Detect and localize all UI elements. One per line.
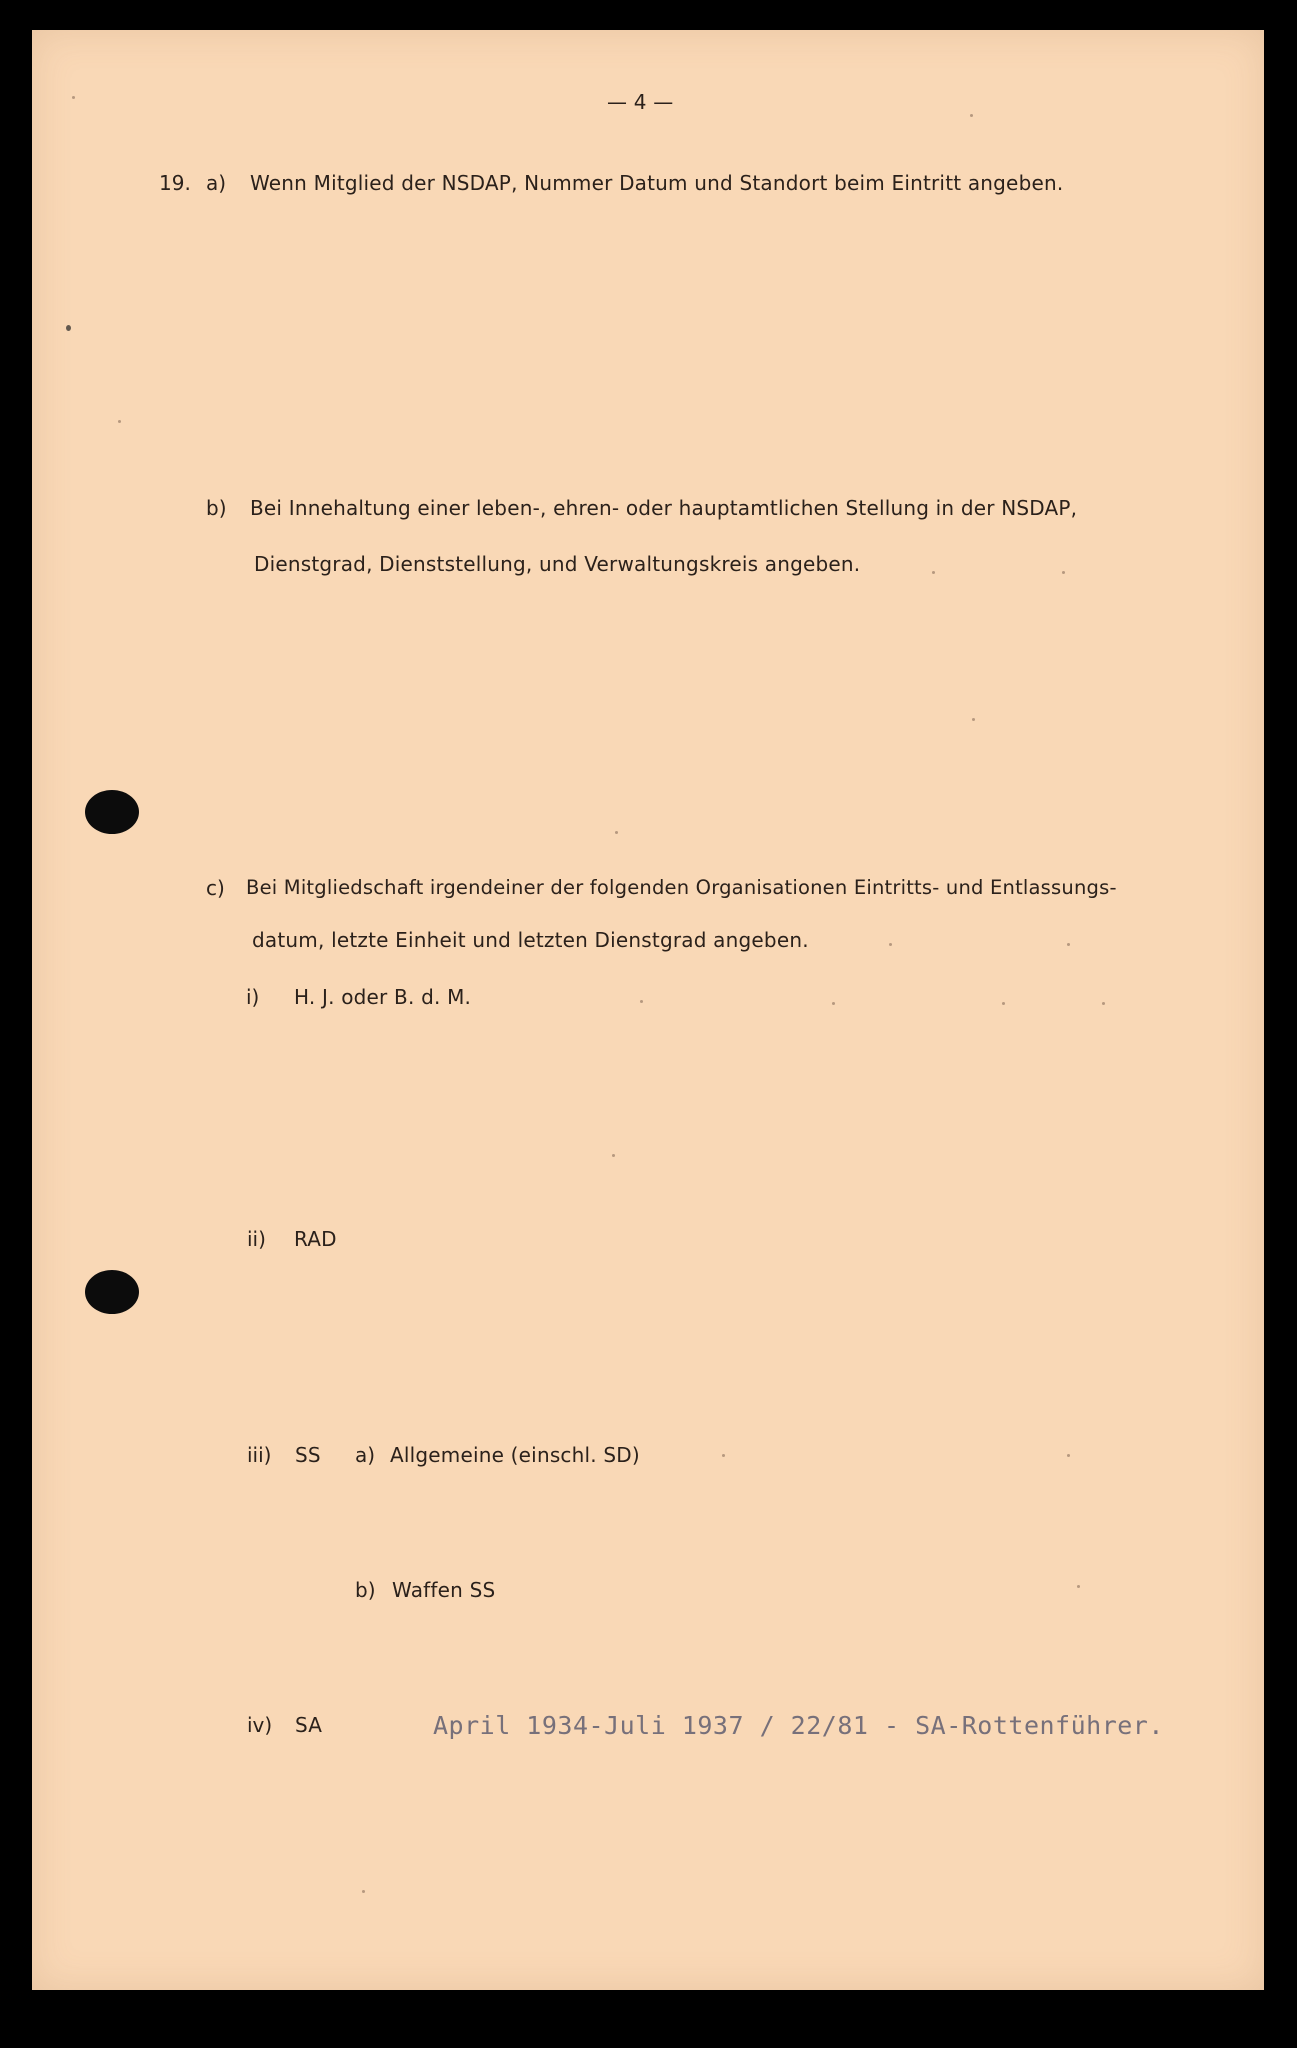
punch-hole-top — [85, 790, 139, 834]
paper-speck — [1102, 1002, 1105, 1005]
item-i-text: H. J. oder B. d. M. — [294, 985, 472, 1009]
paper-speck — [615, 831, 618, 834]
q19b-text-line2: Dienstgrad, Dienststellung, und Verwaltungskreis angeben. — [254, 552, 861, 576]
q19c-text-line2: datum, letzte Einheit und letzten Dienstgrad angeben. — [252, 928, 809, 952]
q19a-label: a) — [206, 171, 227, 195]
paper-speck — [1067, 943, 1070, 946]
paper-speck — [889, 943, 892, 946]
paper-speck — [72, 96, 75, 99]
q19b-label: b) — [206, 496, 227, 520]
item-ii-label: ii) — [247, 1227, 266, 1251]
item-iii-text: SS — [295, 1443, 321, 1467]
typed-answer-sa: April 1934-Juli 1937 / 22/81 - SA-Rottenführer. — [433, 1711, 1164, 1740]
paper-speck — [932, 571, 935, 574]
paper-speck — [1077, 1585, 1080, 1588]
paper-speck — [118, 420, 121, 423]
item-iii-sub-b-text: Waffen SS — [392, 1578, 496, 1602]
paper-speck — [722, 1454, 725, 1457]
item-iii-label: iii) — [247, 1443, 272, 1467]
q19b-text-line1: Bei Innehaltung einer leben-, ehren- oder hauptamtlichen Stellung in der NSDAP, — [250, 496, 1078, 520]
paper-speck — [612, 1154, 615, 1157]
paper-speck — [640, 1000, 643, 1003]
q19c-text-line1: Bei Mitgliedschaft irgendeiner der folgenden Organisationen Eintritts- und Entlassungs- — [246, 876, 1117, 899]
item-iii-sub-b-label: b) — [355, 1578, 376, 1602]
item-iii-sub-a-text: Allgemeine (einschl. SD) — [390, 1443, 640, 1467]
paper-speck — [1062, 571, 1065, 574]
paper-speck — [1002, 1002, 1005, 1005]
item-ii-text: RAD — [294, 1227, 337, 1251]
item-iii-sub-a-label: a) — [355, 1443, 376, 1467]
paper-speck — [362, 1890, 365, 1893]
item-iv-text: SA — [295, 1713, 323, 1737]
paper-speck — [1067, 1454, 1070, 1457]
q19c-label: c) — [206, 876, 225, 900]
paper-speck — [832, 1002, 835, 1005]
paper-speck — [66, 325, 71, 331]
punch-hole-bottom — [85, 1270, 139, 1314]
item-i-label: i) — [246, 985, 260, 1009]
page-number: — 4 — — [607, 90, 674, 114]
question-number: 19. — [159, 171, 191, 195]
item-iv-label: iv) — [247, 1713, 273, 1737]
paper-speck — [972, 718, 975, 721]
paper-speck — [970, 114, 973, 117]
q19a-text: Wenn Mitglied der NSDAP, Nummer Datum und Standort beim Eintritt angeben. — [250, 171, 1064, 195]
document-page — [32, 30, 1264, 1990]
